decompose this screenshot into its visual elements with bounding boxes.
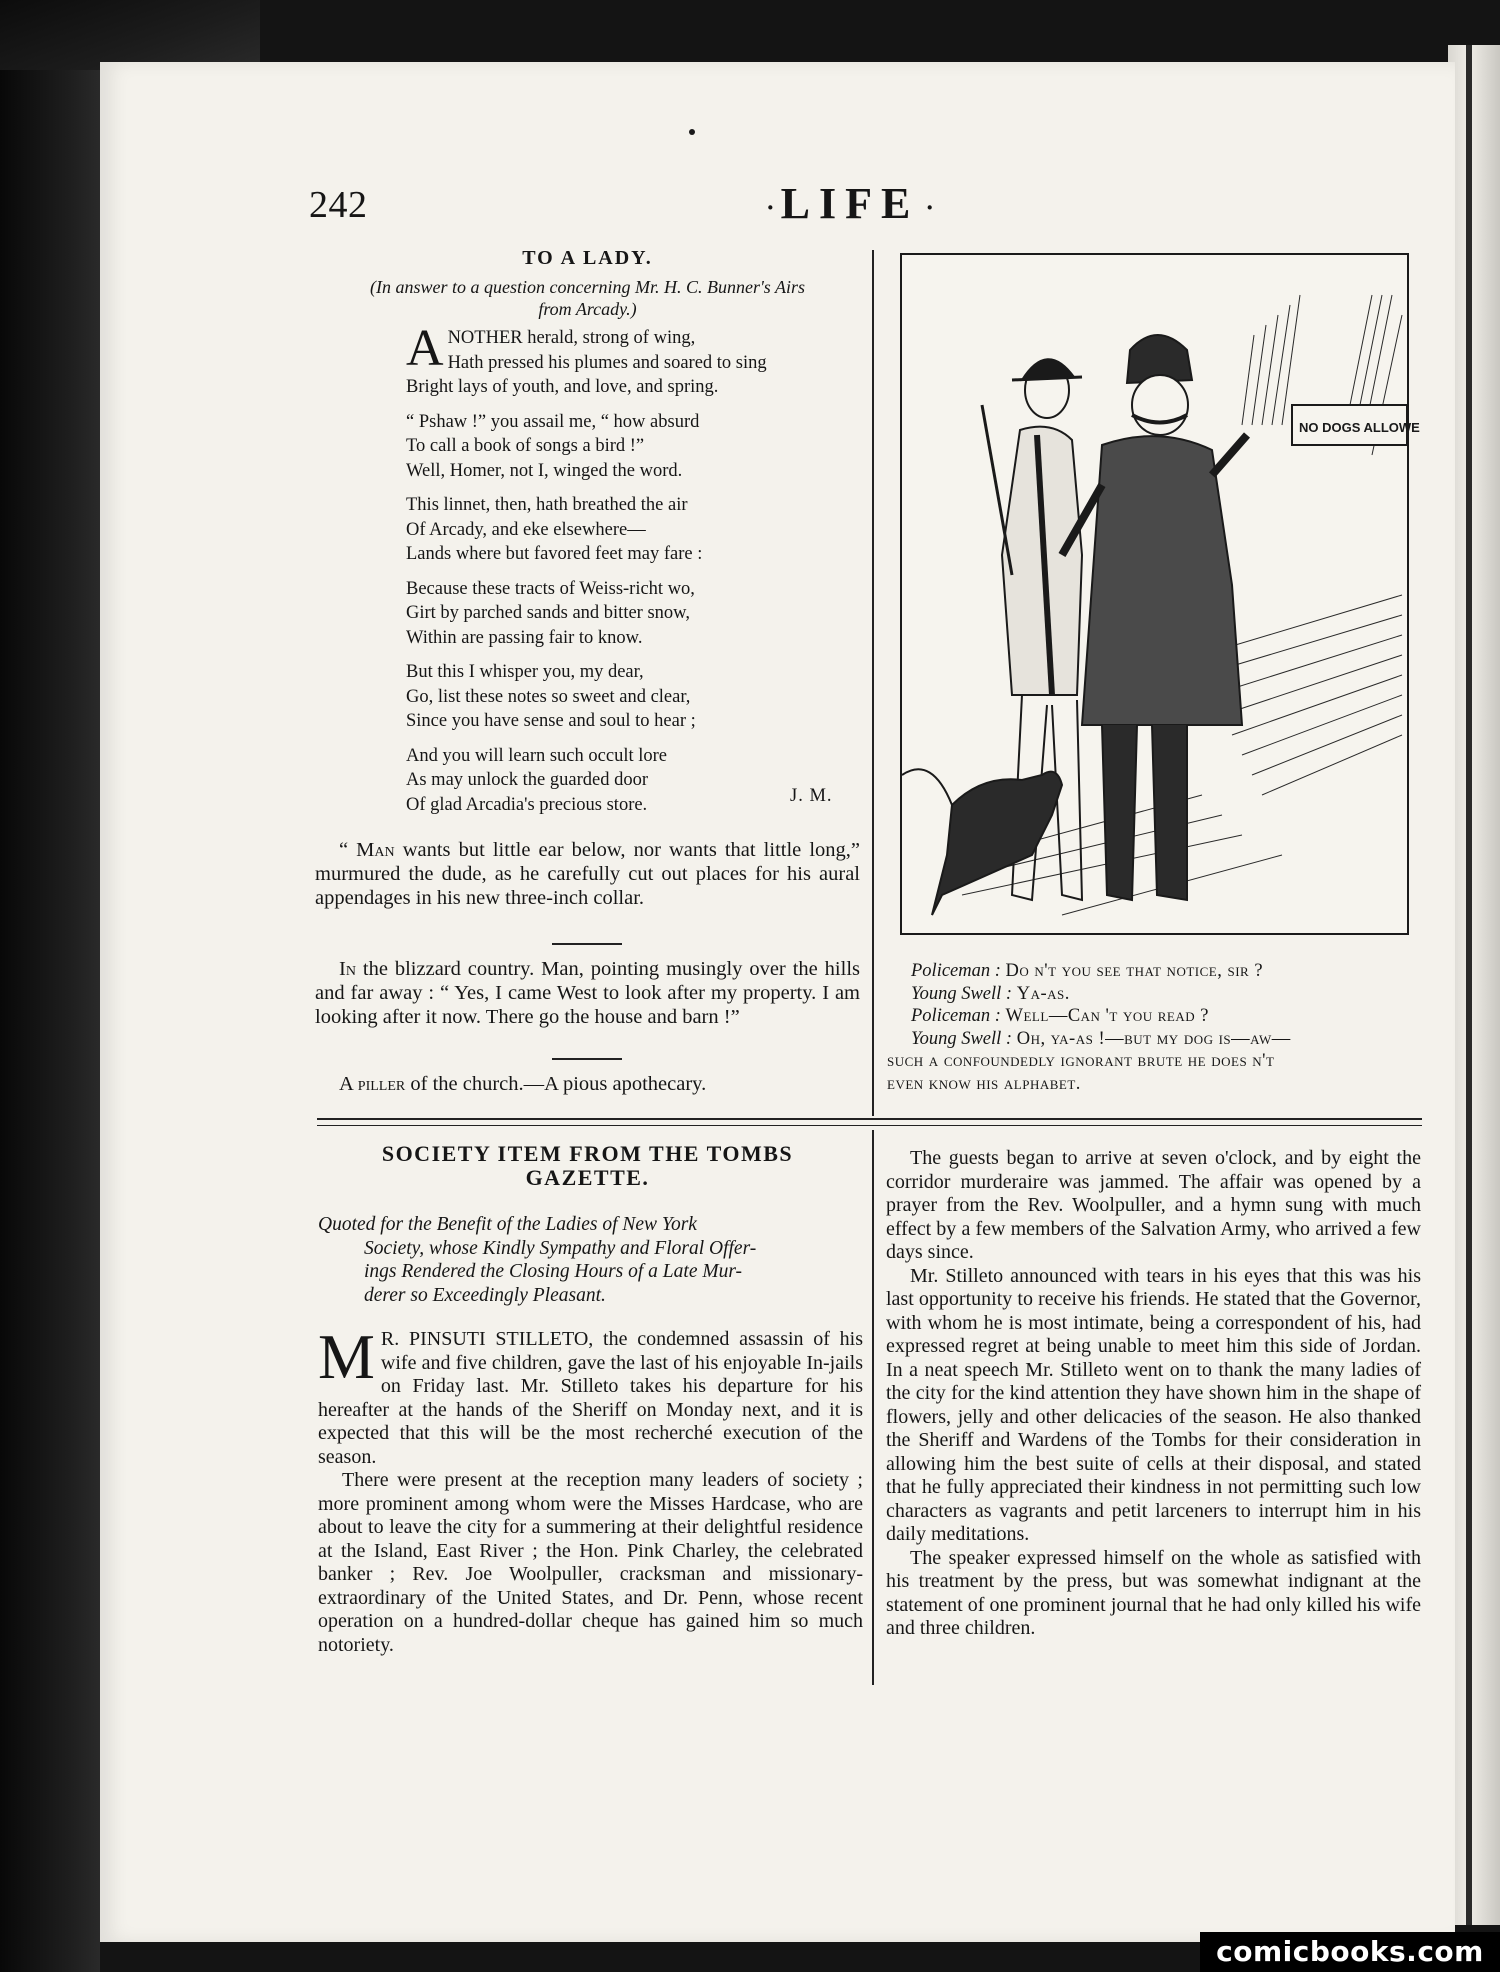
poem-line: But this I whisper you, my dear, [406, 662, 644, 682]
section-rule [317, 1125, 1422, 1126]
article-column-right [886, 1147, 1421, 1641]
article-column-left [318, 1321, 863, 1657]
poem-line: Within are passing fair to know. [406, 627, 643, 648]
poem-line: Girt by parched sands and bitter snow, [406, 603, 690, 623]
masthead [760, 178, 940, 229]
joke-lead: A piller [339, 1073, 406, 1095]
joke-piller [315, 1072, 860, 1096]
poem-line: Hath pressed his plumes and soared to sing [447, 352, 767, 373]
page-number: 242 [309, 184, 368, 226]
article-subtitle-line: Quoted for the Benefit of the Ladies of New York [318, 1214, 697, 1235]
joke-blizzard [315, 957, 860, 1029]
watermark: comicbooks.com [1200, 1932, 1500, 1972]
caption-speaker: Young Swell : [911, 1028, 1013, 1049]
caption-dialogue: Do n't you see that notice, sir ? [1005, 961, 1264, 981]
poem-line: NOTHER herald, strong of wing, [447, 328, 696, 348]
article-subtitle-line: Society, whose Kindly Sympathy and Floral Offer- [364, 1237, 757, 1259]
poem-stanza-6 [406, 744, 846, 818]
joke-lead: In [339, 958, 356, 980]
caption-line: even know his alphabet. [887, 1073, 1081, 1094]
poem-line: And you will learn such occult lore [406, 745, 667, 766]
poem-stanza-4 [406, 577, 846, 651]
poem-stanza-3 [406, 493, 846, 567]
article-paragraph [318, 1321, 863, 1469]
dog-figure [902, 769, 1062, 915]
article-paragraph: The speaker expressed himself on the whole as satisfied with his treatment by the press, but was somewhat indignant at the statement of one prominent journal that he had only killed his wife and three children. [886, 1546, 1421, 1639]
poem-line: Lands where but favored feet may fare : [406, 544, 703, 564]
ink-dot [689, 129, 695, 135]
poem-line: Well, Homer, not I, winged the word. [406, 460, 683, 481]
poem-line: To call a book of songs a bird !” [406, 436, 645, 456]
cartoon-caption [887, 960, 1422, 1095]
masthead-bullet-right: · [925, 192, 935, 222]
article-paragraph: The guests began to arrive at seven o'clock, and by eight the corridor murderaire was jammed. The affair was opened by a prayer from the Rev. Woolpuller, and a hymn sung with much effect by a few members of the Salvation Army, who arrived a few days since. [886, 1147, 1421, 1263]
article-dropcap: M [318, 1321, 375, 1392]
joke-lead: “ Man [339, 839, 395, 861]
caption-dialogue: Ya-as. [1016, 983, 1070, 1004]
divider-rule [552, 943, 622, 945]
article-paragraph: Mr. Stilleto announced with tears in his eyes that this was his last opportunity to receive his friends. He stated that the Governor, with whom he is most intimate, being a correspondent of his, had expressed regret at being unable to meet him this side of Jordan. In a neat speech Mr. Stilleto went on to thank the many ladies of the city for the kind attention they have shown him in the shape of flowers, jelly and other delicacies of the season. He also thanked the Sheriff and Wardens of the Tombs for their consideration in allowing him the best suite of cells at their disposal, and stated that he fully appreciated their kindness in not permitting such low characters as vagrants and petit larceners to interrupt him in his daily meditations. [886, 1264, 1421, 1545]
column-rule [872, 1130, 874, 1685]
poem-line: “ Pshaw !” you assail me, “ how absurd [406, 411, 700, 432]
caption-speaker: Young Swell : [911, 983, 1013, 1004]
poem-subtitle [315, 276, 860, 320]
poem-line: This linnet, then, hath breathed the air [406, 495, 688, 515]
caption-line [887, 1005, 1422, 1028]
poem-body [406, 320, 846, 827]
section-rule [317, 1118, 1422, 1120]
poem-line: Because these tracts of Weiss-richt wo, [406, 578, 695, 599]
poem-line: Since you have sense and soul to hear ; [406, 711, 696, 731]
joke-man-wants [315, 838, 860, 910]
joke-text: the blizzard country. Man, pointing musingly over the hills and far away : “ Yes, I came West to look after my property. I am looking after it now. There go the house and barn !” [315, 958, 860, 1028]
joke-text: of the church.—A pious apothecary. [405, 1073, 707, 1095]
caption-line: such a confoundedly ignorant brute he does n't [887, 1051, 1275, 1071]
poem-stanza-1 [406, 320, 846, 400]
poem-line: Bright lays of youth, and love, and spring. [406, 377, 719, 397]
article-title-line1: SOCIETY ITEM FROM THE TOMBS [381, 1141, 794, 1166]
poem-line: Of Arcady, and eke elsewhere— [406, 519, 646, 540]
poem-signature: J. M. [790, 786, 833, 806]
scan-left-edge [0, 0, 100, 1972]
poem-dropcap: A [406, 320, 444, 377]
caption-dialogue: Oh, ya-as !—but my dog is—aw— [1016, 1028, 1291, 1049]
joke-text: wants but little ear below, nor wants that little long,” murmured the dude, as he carefully cut out places for his aural appendages in his new three-inch collar. [315, 839, 860, 909]
article-subtitle [318, 1213, 863, 1307]
caption-speaker: Policeman : [911, 1006, 1001, 1026]
article-text: R. PINSUTI STILLETO, the condemned assassin of his wife and five children, gave the last of his enjoyable In-jails on Friday last. Mr. Stilleto takes his departure for his hereafter at the hands of the Sheriff on Monday next, and it is expected that this will be the most recherché execution of the season. [318, 1328, 863, 1468]
poem-line: As may unlock the guarded door [406, 770, 648, 790]
column-rule [872, 250, 874, 1116]
cartoon-illustration [900, 253, 1420, 935]
article-subtitle-line: derer so Exceedingly Pleasant. [364, 1284, 606, 1306]
caption-line [887, 983, 1422, 1006]
sign-text: NO DOGS ALLOWE [1299, 420, 1420, 435]
masthead-bullet-left: · [766, 192, 775, 222]
facing-page-edge [1448, 45, 1500, 1925]
masthead-title: LIFE [780, 179, 920, 228]
poem-line: Of glad Arcadia's precious store. [406, 794, 648, 815]
poem-line: Go, list these notes so sweet and clear, [406, 686, 691, 707]
poem-subtitle-line1: (In answer to a question concerning Mr. H. C. Bunner's Airs [370, 277, 805, 297]
caption-line [887, 1028, 1422, 1051]
poem-stanza-2 [406, 410, 846, 484]
caption-line [887, 960, 1422, 983]
cartoon-drawing [902, 255, 1420, 933]
article-title-line2: GAZETTE. [525, 1165, 650, 1190]
scan-corner [0, 0, 260, 70]
poem-title: TO A LADY. [522, 247, 653, 269]
no-dogs-sign [1292, 405, 1420, 445]
poem-stanza-5 [406, 660, 846, 734]
article-paragraph: There were present at the reception many leaders of society ; more prominent among whom were the Misses Hardcase, who are about to leave the city for a summering at their delightful residence at the Island, East River ; the Hon. Pink Charley, the celebrated banker ; Rev. Joe Woolpuller, cracksman and missionary-extraordinary of the United States, and Dr. Penn, whose recent operation on a hundred-dollar cheque has gained him so much notoriety. [318, 1469, 863, 1656]
article-title [315, 1142, 860, 1190]
divider-rule [552, 1058, 622, 1060]
caption-speaker: Policeman : [911, 961, 1001, 981]
article-subtitle-line: ings Rendered the Closing Hours of a Late Mur- [364, 1261, 743, 1282]
poem-subtitle-line2: from Arcady.) [538, 299, 637, 319]
caption-dialogue: Well—Can 't you read ? [1005, 1006, 1209, 1026]
